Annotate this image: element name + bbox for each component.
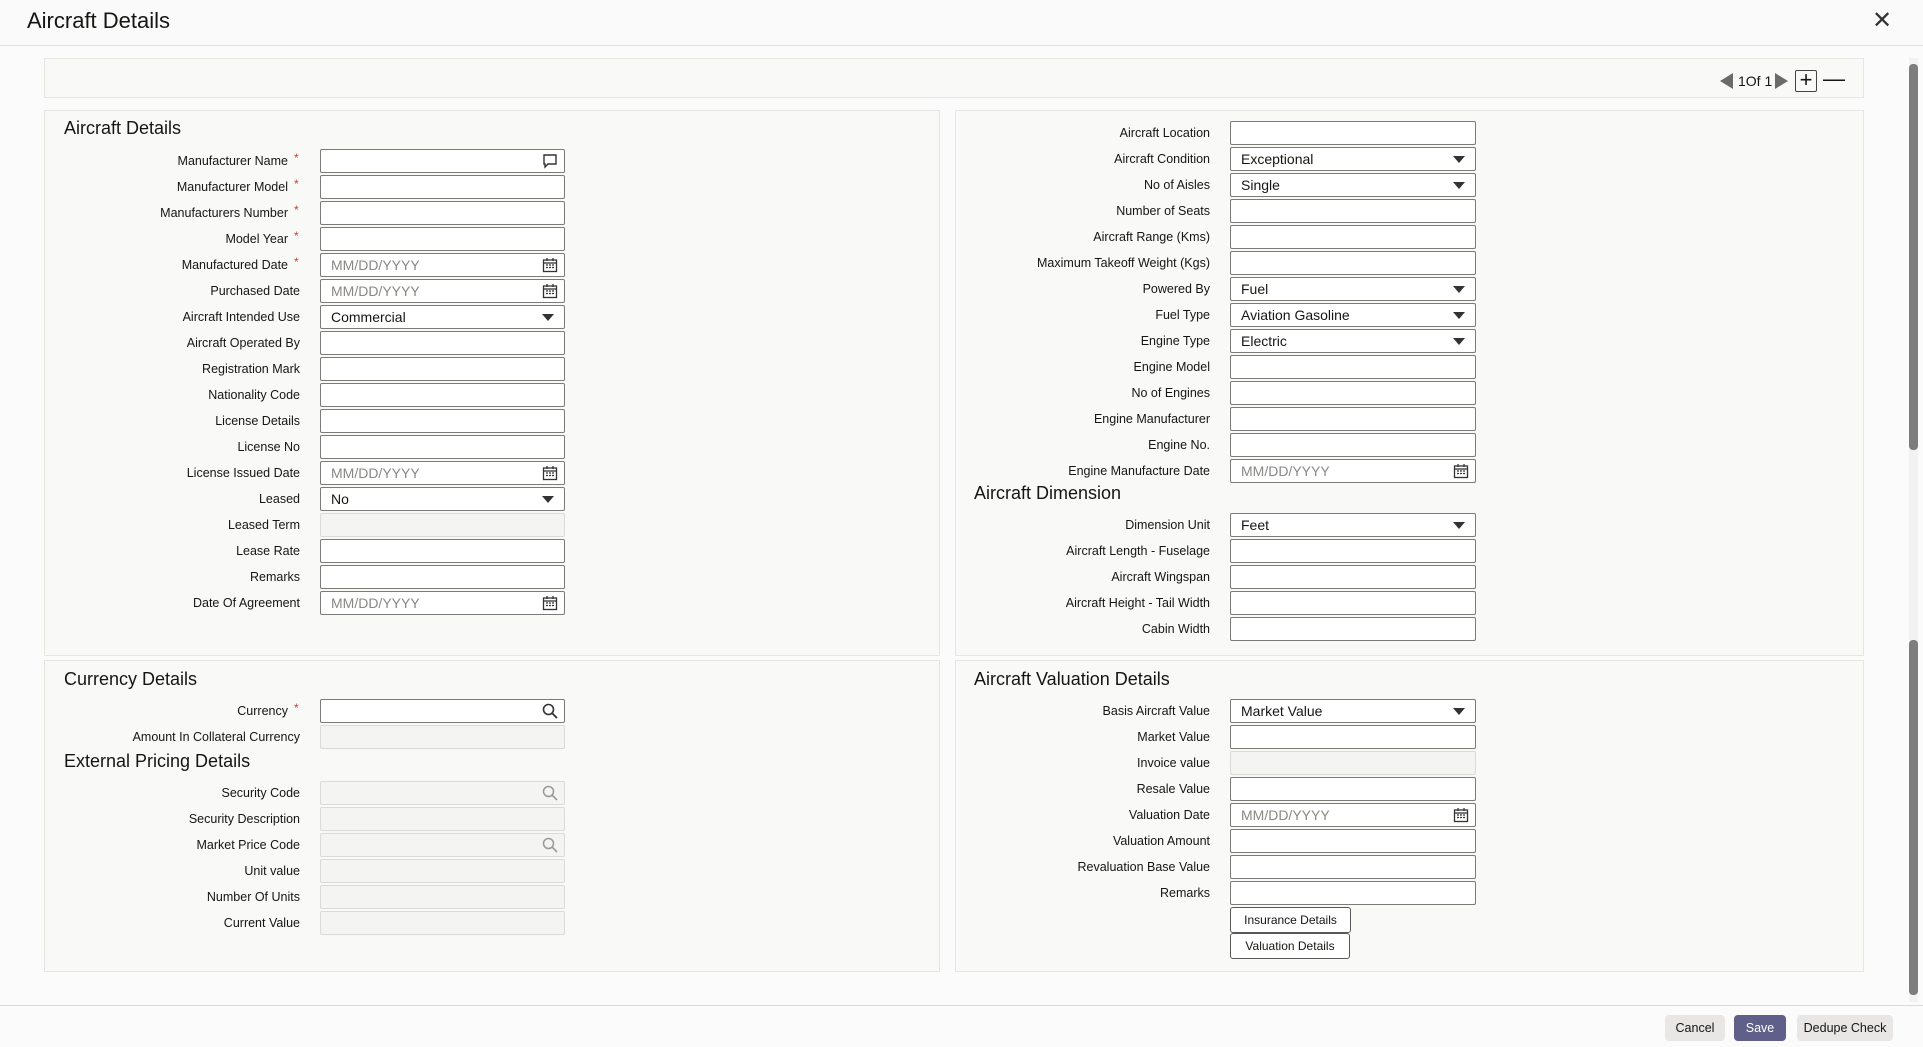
fuel-type-select[interactable] [1230,303,1476,327]
engine-no-input[interactable] [1230,433,1476,457]
scrollbar-thumb[interactable] [1909,64,1918,450]
valuation-date-label: Valuation Date [1128,808,1210,822]
number-of-seats-label: Number of Seats [1116,204,1210,218]
date-placeholder: MM/DD/YYYY [331,257,420,273]
manufactured-date-label: Manufactured Date [181,258,288,272]
market-price-code-label: Market Price Code [196,838,300,852]
amount-collateral-label: Amount In Collateral Currency [132,730,300,744]
unit-value-input[interactable] [320,859,565,883]
mtow-label: Maximum Takeoff Weight (Kgs) [1037,256,1210,270]
nationality-code-input[interactable] [320,383,565,407]
dedupe-check-button[interactable]: Dedupe Check [1797,1015,1893,1041]
aircraft-dimension-heading: Aircraft Dimension [974,483,1122,503]
aircraft-condition-value: Exceptional [1241,151,1314,167]
engine-manufacturer-input[interactable] [1230,407,1476,431]
no-of-aisles-select[interactable] [1230,173,1476,197]
no-of-aisles-label: No of Aisles [1143,178,1210,192]
number-of-units-input[interactable] [320,885,565,909]
license-no-label: License No [237,440,300,454]
currency-input[interactable] [320,699,565,723]
aircraft-length-label: Aircraft Length - Fuselage [1066,544,1210,558]
cabin-width-input[interactable] [1230,617,1476,641]
fuel-type-label: Fuel Type [1155,308,1210,322]
pager-text: 1Of 1 [1738,73,1773,89]
engine-type-label: Engine Type [1140,334,1210,348]
calendar-icon[interactable] [542,595,558,611]
valuation-heading: Aircraft Valuation Details [974,669,1170,689]
security-description-input[interactable] [320,807,565,831]
model-year-label: Model Year [225,232,288,246]
aircraft-condition-select[interactable] [1230,147,1476,171]
valuation-amount-input[interactable] [1230,829,1476,853]
calendar-icon[interactable] [1453,463,1469,479]
basis-value-label: Basis Aircraft Value [1102,704,1210,718]
lease-rate-input[interactable] [320,539,565,563]
valuation-details-button[interactable]: Valuation Details [1230,933,1350,959]
leased-term-label: Leased Term [227,518,300,532]
no-of-aisles-value: Single [1241,177,1280,193]
basis-value-select[interactable] [1230,699,1476,723]
calendar-icon[interactable] [542,465,558,481]
date-placeholder: MM/DD/YYYY [331,465,420,481]
aircraft-condition-label: Aircraft Condition [1114,152,1210,166]
required-marker: * [294,229,299,243]
manufacturer-model-label: Manufacturer Model [176,180,288,194]
license-details-input[interactable] [320,409,565,433]
valuation-date-input[interactable] [1230,803,1476,827]
aircraft-length-input[interactable] [1230,539,1476,563]
calendar-icon[interactable] [542,257,558,273]
required-marker: * [294,255,299,269]
cancel-button[interactable]: Cancel [1665,1015,1725,1041]
purchased-date-input[interactable] [320,279,565,303]
revaluation-base-label: Revaluation Base Value [1077,860,1210,874]
chevron-down-icon [1453,708,1465,715]
fuel-type-value: Aviation Gasoline [1241,307,1350,323]
purchased-date-label: Purchased Date [210,284,300,298]
license-issued-date-label: License Issued Date [186,466,300,480]
date-placeholder: MM/DD/YYYY [1241,807,1330,823]
revaluation-base-input[interactable] [1230,855,1476,879]
license-issued-date-input[interactable] [320,461,565,485]
registration-mark-label: Registration Mark [202,362,300,376]
title-bar [0,0,1923,46]
footer-bar [0,1005,1923,1047]
currency-label: Currency [237,704,288,718]
save-button[interactable]: Save [1734,1015,1786,1041]
powered-by-select[interactable] [1230,277,1476,301]
amount-collateral-input[interactable] [320,725,565,749]
date-of-agreement-input[interactable] [320,591,565,615]
calendar-icon[interactable] [1453,807,1469,823]
intended-use-select[interactable] [320,305,565,329]
powered-by-value: Fuel [1241,281,1269,297]
operated-by-input[interactable] [320,331,565,355]
next-record-icon[interactable] [1775,73,1788,89]
date-placeholder: MM/DD/YYYY [1241,463,1330,479]
manufacturer-name-label: Manufacturer Name [177,154,288,168]
message-icon[interactable] [542,153,558,169]
leased-select[interactable] [320,487,565,511]
registration-mark-input[interactable] [320,357,565,381]
required-marker: * [294,151,299,165]
operated-by-label: Aircraft Operated By [186,336,300,350]
external-pricing-heading: External Pricing Details [64,751,251,771]
manufacturers-number-input[interactable] [320,201,565,225]
remarks-label: Remarks [249,570,300,584]
engine-no-label: Engine No. [1148,438,1210,452]
valuation-remarks-input[interactable] [1230,881,1476,905]
required-marker: * [294,177,299,191]
engine-type-select[interactable] [1230,329,1476,353]
valuation-remarks-label: Remarks [1159,886,1210,900]
aircraft-details-heading: Aircraft Details [64,118,182,138]
license-no-input[interactable] [320,435,565,459]
engine-model-label: Engine Model [1133,360,1210,374]
engine-manufacturer-label: Engine Manufacturer [1093,412,1210,426]
aircraft-height-input[interactable] [1230,591,1476,615]
chevron-down-icon [1453,156,1465,163]
chevron-down-icon [1453,338,1465,345]
leased-term-input[interactable] [320,513,565,537]
engine-manufacture-date-input[interactable] [1230,459,1476,483]
mtow-input[interactable] [1230,251,1476,275]
delete-record-icon[interactable]: — [1823,66,1845,91]
aircraft-height-label: Aircraft Height - Tail Width [1065,596,1210,610]
engine-model-input[interactable] [1230,355,1476,379]
intended-use-label: Aircraft Intended Use [182,310,300,324]
number-of-seats-input[interactable] [1230,199,1476,223]
intended-use-value: Commercial [331,309,406,325]
chevron-down-icon [1453,312,1465,319]
page-title: Aircraft Details [27,8,171,33]
date-placeholder: MM/DD/YYYY [331,595,420,611]
number-of-units-label: Number Of Units [206,890,300,904]
search-icon[interactable] [542,837,558,853]
chevron-down-icon [542,496,554,503]
resale-value-label: Resale Value [1136,782,1210,796]
calendar-icon[interactable] [542,283,558,299]
aircraft-wingspan-input[interactable] [1230,565,1476,589]
security-code-label: Security Code [221,786,300,800]
chevron-down-icon [1453,522,1465,529]
market-value-input[interactable] [1230,725,1476,749]
unit-value-label: Unit value [244,864,300,878]
insurance-details-button[interactable]: Insurance Details [1230,907,1351,933]
invoice-value-input[interactable] [1230,751,1476,775]
chevron-down-icon [542,314,554,321]
aircraft-location-label: Aircraft Location [1119,126,1210,140]
basis-value: Market Value [1241,703,1323,719]
record-toolbar [44,58,1864,98]
chevron-down-icon [1453,286,1465,293]
resale-value-input[interactable] [1230,777,1476,801]
search-icon[interactable] [542,703,558,719]
engine-manufacture-date-label: Engine Manufacture Date [1068,464,1210,478]
cabin-width-label: Cabin Width [1141,622,1210,636]
aircraft-wingspan-label: Aircraft Wingspan [1111,570,1210,584]
manufactured-date-input[interactable] [320,253,565,277]
security-description-label: Security Description [188,812,300,826]
required-marker: * [294,701,299,715]
leased-value: No [331,491,349,507]
dimension-unit-value: Feet [1241,517,1270,533]
scrollbar-thumb-lower[interactable] [1909,640,1918,995]
dimension-unit-select[interactable] [1230,513,1476,537]
aircraft-range-input[interactable] [1230,225,1476,249]
dimension-unit-label: Dimension Unit [1125,518,1210,532]
required-marker: * [294,203,299,217]
current-value-label: Current Value [223,916,300,930]
close-icon[interactable]: ✕ [1872,7,1893,34]
no-of-engines-input[interactable] [1230,381,1476,405]
valuation-amount-label: Valuation Amount [1112,834,1210,848]
search-icon[interactable] [542,785,558,801]
powered-by-label: Powered By [1142,282,1210,296]
security-code-input[interactable] [320,781,565,805]
date-placeholder: MM/DD/YYYY [331,283,420,299]
add-record-icon[interactable]: + [1795,70,1817,92]
remarks-input[interactable] [320,565,565,589]
aircraft-location-input[interactable] [1230,121,1476,145]
model-year-input[interactable] [320,227,565,251]
no-of-engines-label: No of Engines [1131,386,1210,400]
engine-type-value: Electric [1241,333,1287,349]
currency-details-heading: Currency Details [64,669,198,689]
previous-record-icon[interactable] [1720,73,1733,89]
leased-label: Leased [258,492,300,506]
aircraft-range-label: Aircraft Range (Kms) [1093,230,1210,244]
manufacturer-model-input[interactable] [320,175,565,199]
market-price-code-input[interactable] [320,833,565,857]
nationality-code-label: Nationality Code [208,388,300,402]
invoice-value-label: Invoice value [1137,756,1210,770]
manufacturers-number-label: Manufacturers Number [160,206,288,220]
lease-rate-label: Lease Rate [236,544,300,558]
manufacturer-name-input[interactable] [320,149,565,173]
date-of-agreement-label: Date Of Agreement [192,596,300,610]
license-details-label: License Details [215,414,300,428]
chevron-down-icon [1453,182,1465,189]
current-value-input[interactable] [320,911,565,935]
market-value-label: Market Value [1137,730,1210,744]
